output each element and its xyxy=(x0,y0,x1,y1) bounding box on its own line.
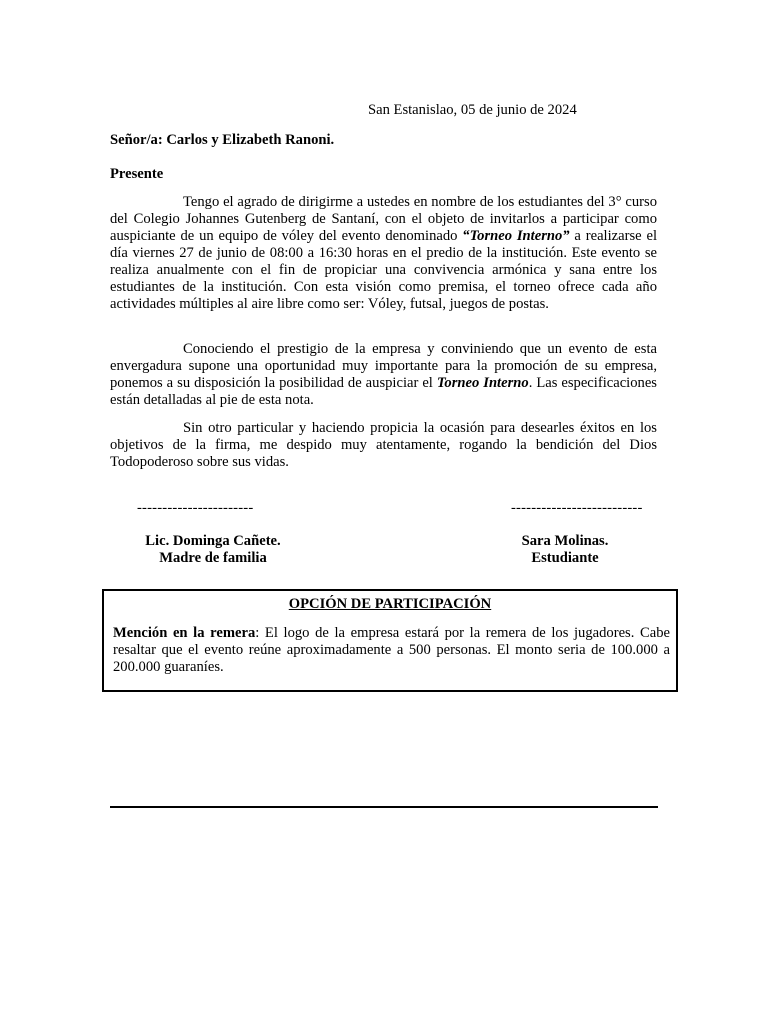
event-name-emphasis: “Torneo Interno” xyxy=(462,228,570,244)
signature-line-right: -------------------------- xyxy=(511,500,643,516)
participation-option-title: OPCIÓN DE PARTICIPACIÓN xyxy=(288,596,492,612)
paragraph-sponsorship-start: Conociendo el prestigio de la empresa y conviniendo que un evento de esta envergadura supone una oportunidad muy importante para la promoción de su empresa, ponemos a su disposición la posibilidad de auspiciar el xyxy=(110,341,657,391)
recipient-line: Señor/a: Carlos y Elizabeth Ranoni. xyxy=(110,132,335,148)
participation-option-text xyxy=(113,625,670,676)
event-name-emphasis: Torneo Interno xyxy=(436,375,529,391)
signer-role-left: Madre de familia xyxy=(159,550,267,566)
signer-name-left: Lic. Dominga Cañete. xyxy=(145,533,281,549)
paragraph-sponsorship-end: . Las especificaciones están detalladas al pie de esta nota. xyxy=(110,375,657,408)
signature-line-left: ----------------------- xyxy=(137,500,254,516)
paragraph-invitation xyxy=(110,194,657,313)
signer-role-right: Estudiante xyxy=(531,550,599,566)
option-label: Mención en la remera xyxy=(113,625,256,641)
option-description: : El logo de la empresa estará por la remera de los jugadores. Cabe resaltar que el evento reúne aproximadamente a 500 personas. El monto seria de 100.000 a 200.000 guaraníes. xyxy=(113,625,670,675)
signer-name-right: Sara Molinas. xyxy=(521,533,609,549)
paragraph-invitation-start: Tengo el agrado de dirigirme a ustedes en nombre de los estudiantes del 3° curso del Colegio Johannes Gutenberg de Santaní, con el objeto de invitarlos a participar como auspiciante de un equipo de vóley del evento denominado xyxy=(110,194,657,244)
paragraph-invitation-end: a realizarse el día viernes 27 de junio de 08:00 a 16:30 horas en el predio de la institución. Este evento se realiza anualmente con el fin de propiciar una convivencia armónica y sana entre los estudiantes de la institución. Con esta visión como premisa, el torneo ofrece cada año actividades múltiples al aire libre como ser: Vóley, futsal, juegos de postas. xyxy=(110,228,657,312)
greeting: Presente xyxy=(110,166,164,182)
letter-date: San Estanislao, 05 de junio de 2024 xyxy=(368,102,577,118)
paragraph-sponsorship xyxy=(110,341,657,409)
footer-divider xyxy=(110,806,658,808)
signature-block-right xyxy=(490,533,640,567)
paragraph-closing xyxy=(110,420,657,471)
paragraph-closing-text: Sin otro particular y haciendo propicia la ocasión para desearles éxitos en los objetivos de la firma, me despido muy atentamente, rogando la bendición del Dios Todopoderoso sobre sus vidas. xyxy=(110,420,657,470)
participation-option-box xyxy=(102,589,678,692)
signature-block-left xyxy=(130,533,296,567)
